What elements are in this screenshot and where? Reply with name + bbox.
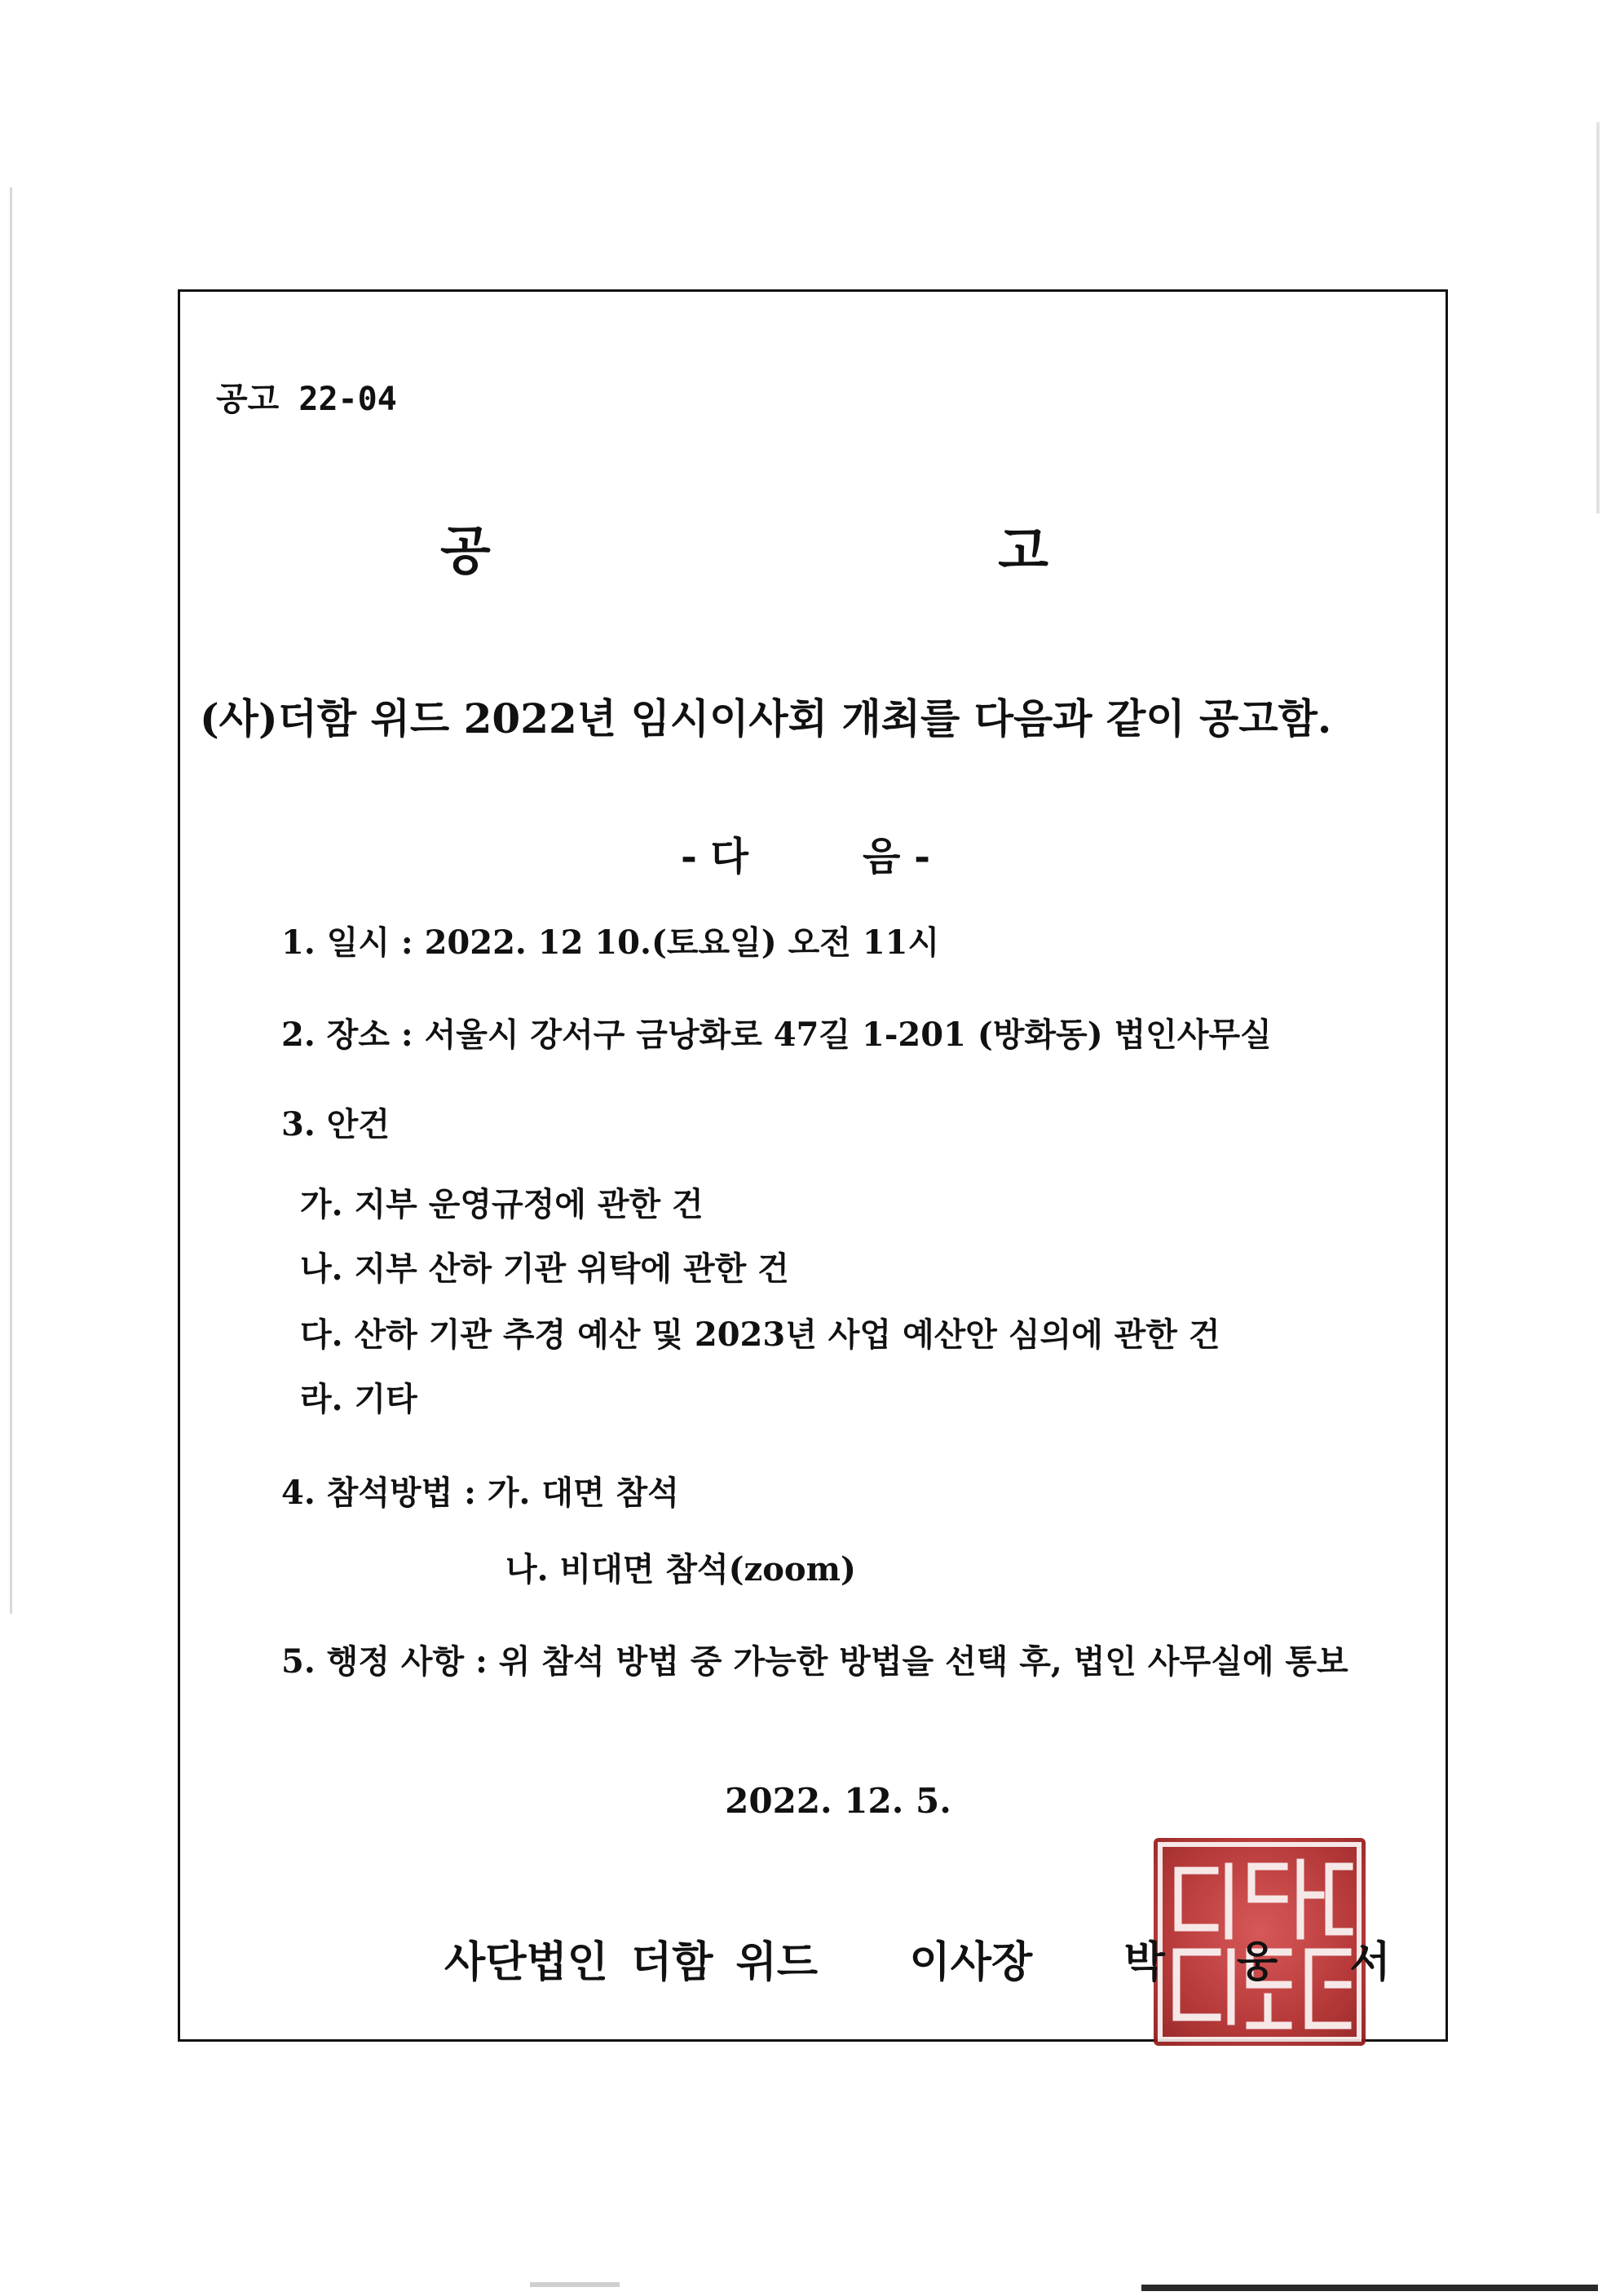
next-heading (0, 825, 1611, 881)
signer-org: 사단법인 더함 위드 (444, 1937, 819, 1987)
next-heading-left: - 다 (680, 834, 748, 879)
scan-edge-mark (10, 187, 12, 1614)
scan-edge-mark (1141, 2285, 1598, 2291)
item-attendance-online: 나. 비대면 참석(zoom) (505, 1550, 856, 1589)
signer-name: 박 웅 서 (1123, 1937, 1415, 1987)
scan-edge-mark (1596, 122, 1600, 513)
agenda-item: 다. 산하 기관 추경 예산 및 2023년 사업 예산안 심의에 관한 건 (300, 1315, 1220, 1354)
agenda-item: 라. 기타 (300, 1380, 417, 1418)
notice-date: 2022. 12. 5. (725, 1781, 951, 1821)
item-agenda-heading: 3. 안건 (281, 1105, 390, 1144)
agenda-item: 가. 지부 운영규정에 관한 건 (300, 1185, 704, 1223)
signer-title: 이사장 (909, 1937, 1033, 1987)
item-admin-note: 5. 행정 사항 : 위 참석 방법 중 가능한 방법을 선택 후, 법인 사무실에 통보 (281, 1642, 1348, 1681)
item-location: 2. 장소 : 서울시 강서구 금낭화로 47길 1-201 (방화동) 법인사무실 (281, 1016, 1272, 1054)
notice-number: 공고 22-04 (216, 381, 397, 418)
page-title: 공 고 (440, 521, 1293, 582)
scan-edge-mark (530, 2282, 620, 2287)
lead-sentence: (사)더함 위드 2022년 임시이사회 개최를 다음과 같이 공고함. (200, 694, 1332, 743)
item-datetime: 1. 일시 : 2022. 12 10.(토요일) 오전 11시 (281, 923, 940, 962)
signer-line (444, 1928, 1415, 1989)
item-attendance-method: 4. 참석방법 : 가. 대면 참석 (281, 1474, 679, 1512)
agenda-item: 나. 지부 산하 기관 위탁에 관한 건 (300, 1249, 789, 1288)
next-heading-right: 음 - (863, 834, 931, 879)
